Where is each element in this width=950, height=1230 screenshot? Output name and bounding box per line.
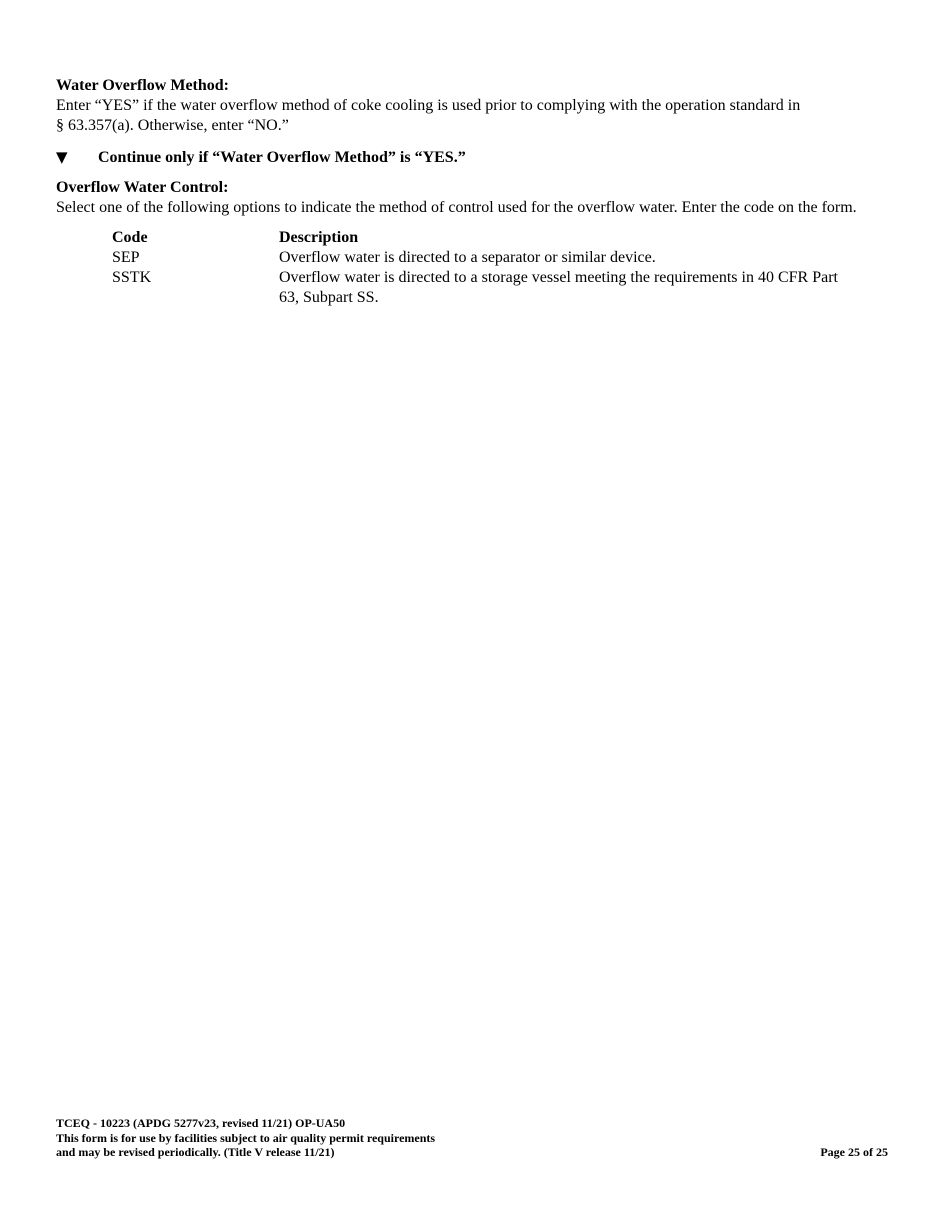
water-overflow-line-2: § 63.357(a). Otherwise, enter “NO.”: [56, 117, 289, 134]
page-footer: [56, 1116, 888, 1160]
overflow-control-instructions: Select one of the following options to indicate the method of control used for the overflow water. Enter the code on the form.: [56, 199, 857, 216]
code-column-header: Code: [112, 229, 148, 246]
continue-condition-note: [56, 147, 886, 168]
page-number: Page 25 of 25: [820, 1145, 888, 1159]
footer-revision-note: and may be revised periodically. (Title V release 11/21): [56, 1145, 335, 1159]
table-row: [112, 248, 859, 268]
code-cell: SSTK: [112, 269, 152, 286]
overflow-control-heading: Overflow Water Control:: [56, 179, 229, 196]
continue-condition-text: Continue only if “Water Overflow Method” is “YES.”: [98, 149, 466, 166]
overflow-control-section: [56, 178, 886, 218]
water-overflow-instructions: [56, 96, 886, 136]
footer-form-id: TCEQ - 10223 (APDG 5277v23, revised 11/21) OP-UA50: [56, 1116, 346, 1130]
code-table: [112, 228, 859, 308]
table-row: [112, 268, 859, 308]
footer-usage-note: This form is for use by facilities subject to air quality permit requirements: [56, 1130, 436, 1145]
water-overflow-line-1: Enter “YES” if the water overflow method of coke cooling is used prior to complying with the operation standard in: [56, 97, 801, 114]
code-table-header-row: [112, 228, 859, 248]
description-column-header: Description: [279, 229, 359, 246]
code-cell: SEP: [112, 249, 140, 266]
description-cell: Overflow water is directed to a separator or similar device.: [279, 249, 656, 266]
down-triangle-icon: ▼: [56, 148, 68, 166]
page-content: [56, 76, 886, 308]
water-overflow-heading: Water Overflow Method:: [56, 77, 229, 94]
description-cell: Overflow water is directed to a storage vessel meeting the requirements in 40 CFR Part 63, Subpart SS.: [279, 269, 838, 306]
